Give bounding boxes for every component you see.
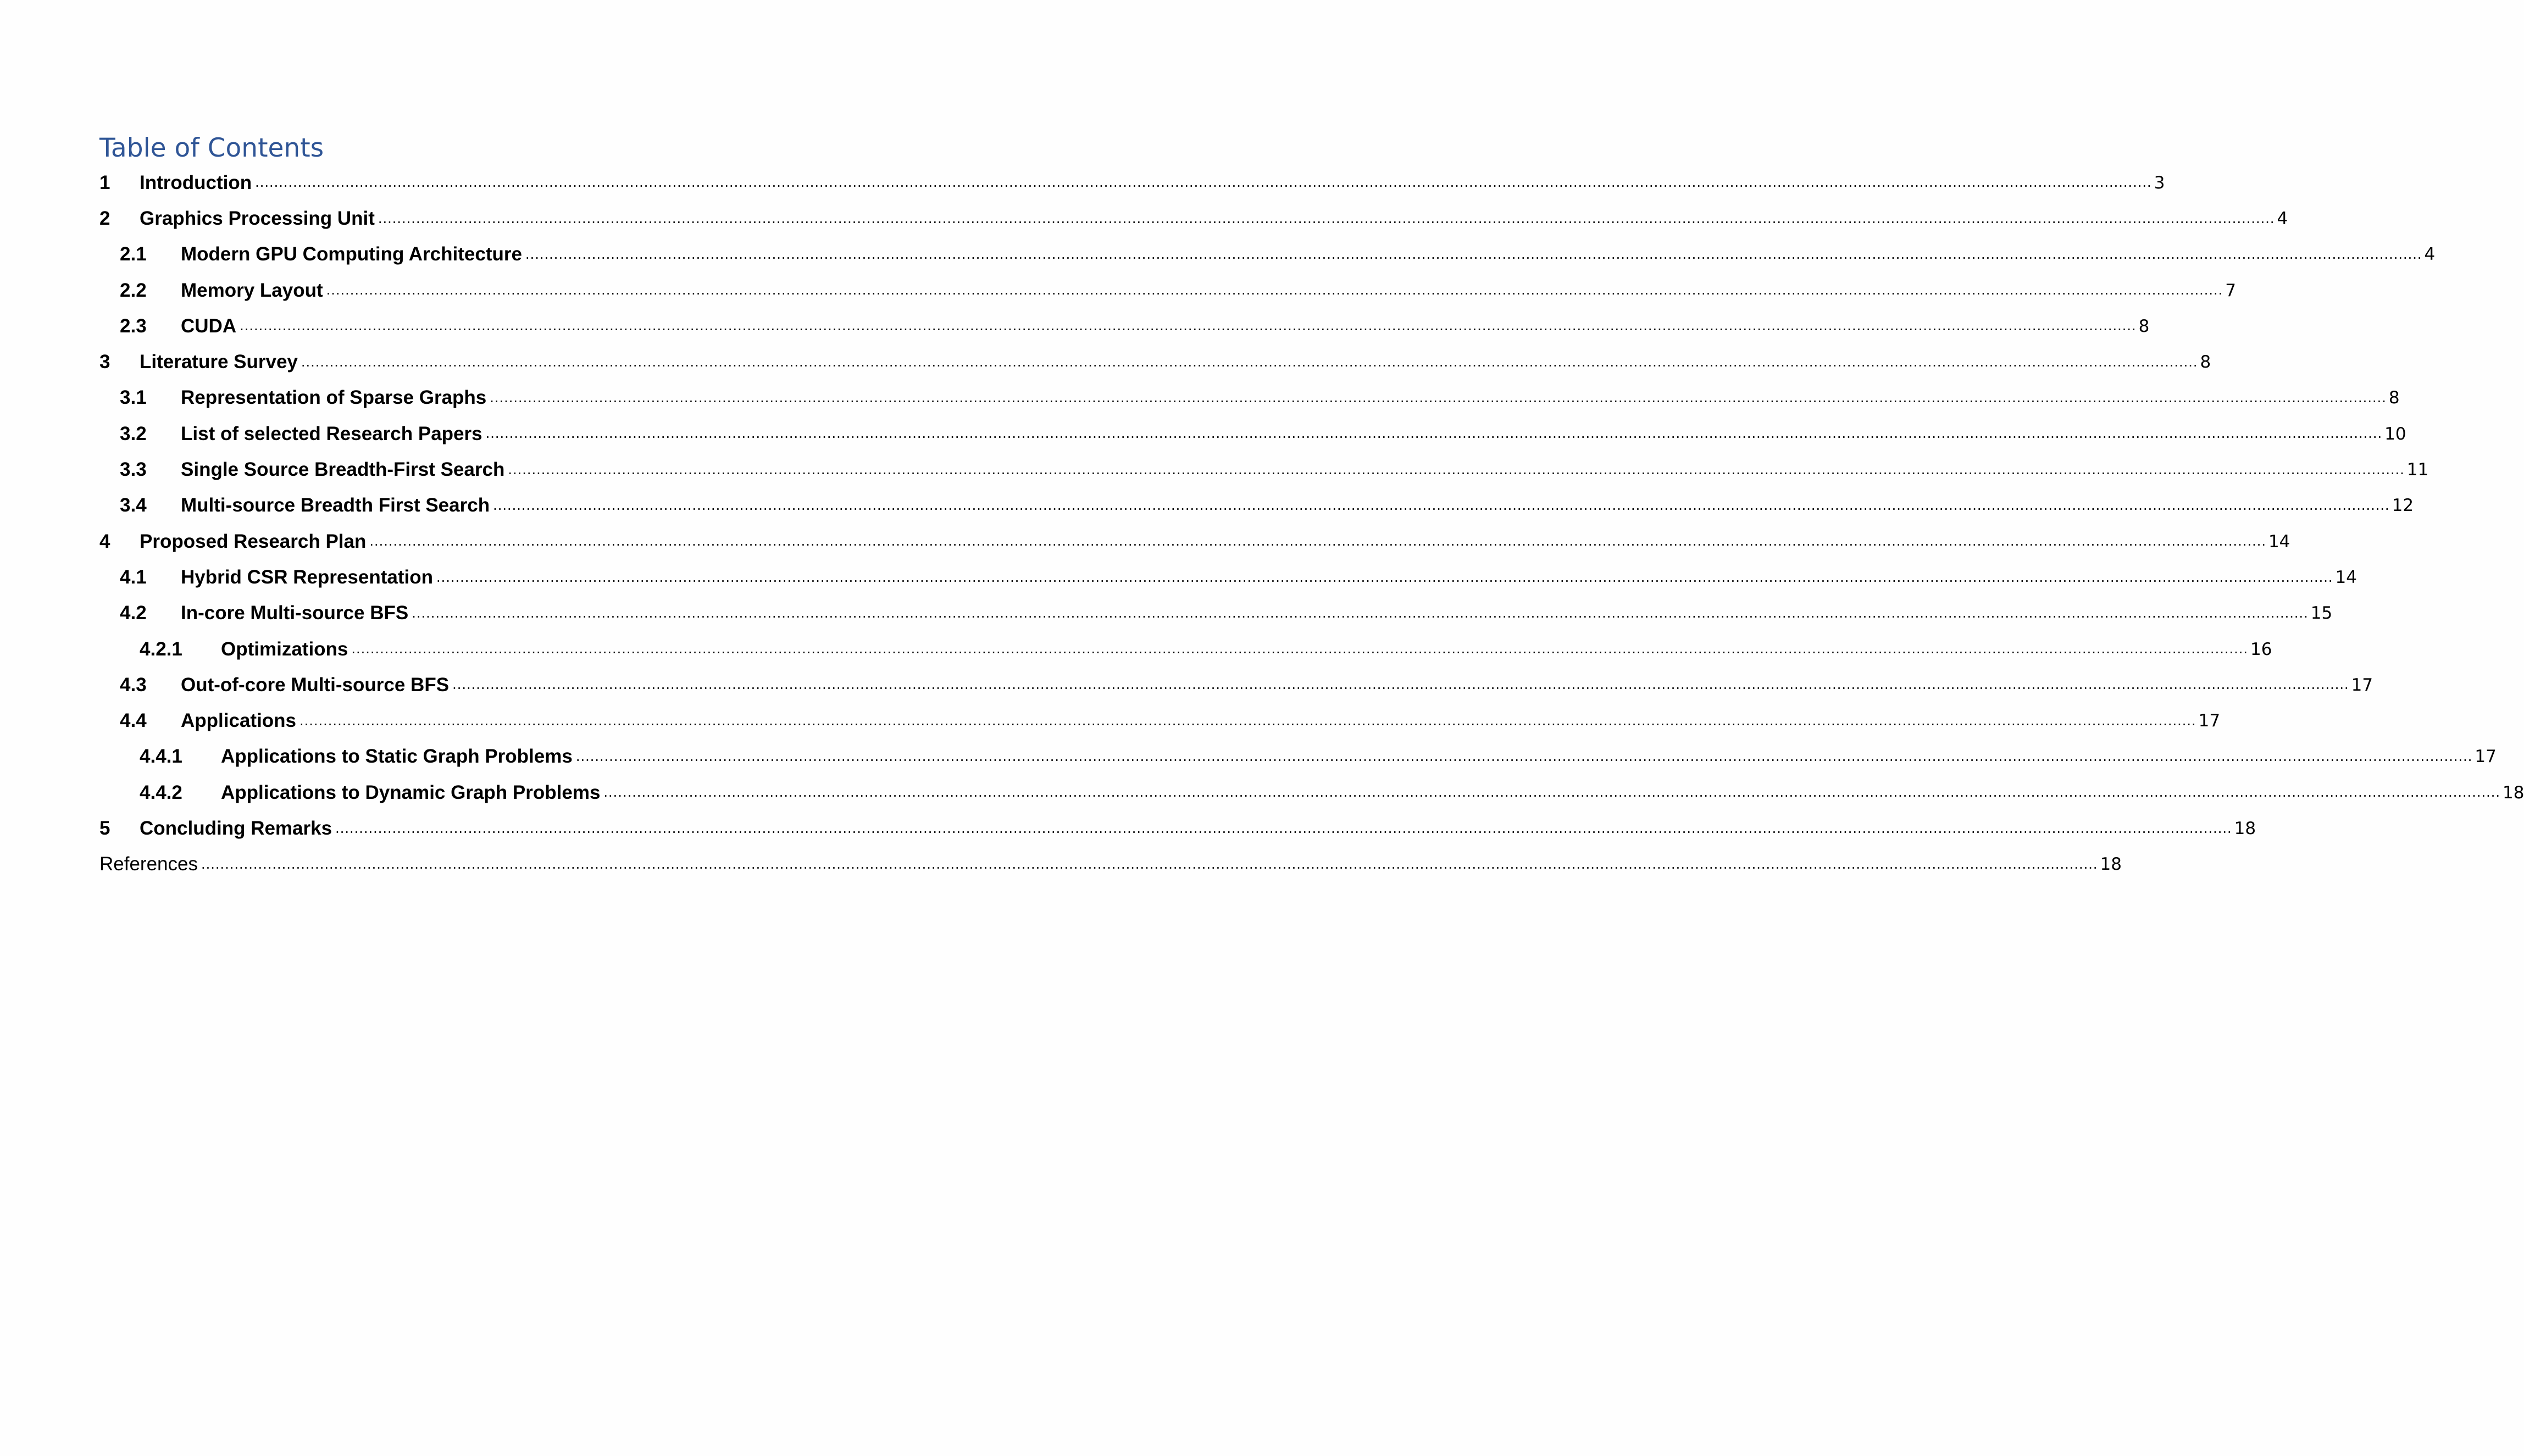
- toc-entry-4-4-1[interactable]: [99, 739, 2497, 775]
- toc-entry-number: 2.1: [120, 243, 147, 265]
- toc-page-number: 17: [2351, 675, 2373, 695]
- toc-entry-number: 4.1: [120, 566, 147, 588]
- toc-page-number: 18: [2502, 782, 2524, 803]
- toc-entry-4-2-1[interactable]: [99, 631, 2272, 667]
- toc-entry-4-1[interactable]: [99, 559, 2357, 595]
- toc-page-number: 16: [2250, 639, 2272, 659]
- toc-dot-leader: ................................................................................................................................................................................................................................................................................................................................................................................................................: [255, 175, 2152, 191]
- toc-entry-number: 4.3: [120, 674, 147, 696]
- toc-entry-title: References: [99, 853, 198, 875]
- toc-entry-number: 3.2: [120, 423, 147, 444]
- toc-entry-number: 4.4.2: [140, 781, 182, 803]
- toc-entry-4-3[interactable]: [99, 667, 2373, 703]
- toc-entry-title: Optimizations: [221, 638, 348, 660]
- toc-entry-title: Introduction: [140, 171, 252, 193]
- toc-entry-2-1[interactable]: [99, 237, 2436, 273]
- toc-dot-leader: ................................................................................................................................................................................................................................................................................................................................................................................................................: [452, 677, 2349, 693]
- toc-page-number: 7: [2225, 280, 2236, 301]
- toc-entry-5[interactable]: [99, 810, 2256, 846]
- toc-entry-3-2[interactable]: [99, 416, 2406, 452]
- toc-entry-number: 1: [99, 171, 110, 193]
- toc-entry-4-4[interactable]: [99, 703, 2221, 738]
- toc-entry-number: 2.2: [120, 279, 147, 301]
- toc-title: Table of Contents: [99, 133, 324, 163]
- toc-dot-leader: ................................................................................................................................................................................................................................................................................................................................................................................................................: [493, 497, 2390, 513]
- toc-entry-number: 2.3: [120, 315, 147, 337]
- toc-page-number: 18: [2100, 854, 2122, 875]
- toc-entry-3-3[interactable]: [99, 452, 2429, 487]
- toc-page-number: 14: [2268, 531, 2290, 552]
- toc-entry-number: 4.4: [120, 710, 147, 732]
- toc-dot-leader: ................................................................................................................................................................................................................................................................................................................................................................................................................: [299, 713, 2196, 729]
- toc-entry-title: In-core Multi-source BFS: [181, 602, 409, 624]
- toc-page-number: 3: [2154, 173, 2165, 193]
- toc-page-number: 10: [2384, 424, 2406, 444]
- toc-dot-leader: ................................................................................................................................................................................................................................................................................................................................................................................................................: [301, 354, 2198, 370]
- toc-entry-number: 3.1: [120, 387, 147, 409]
- toc-list: [99, 165, 2524, 882]
- toc-entry-number: 3: [99, 351, 110, 373]
- toc-dot-leader: ................................................................................................................................................................................................................................................................................................................................................................................................................: [436, 569, 2333, 585]
- toc-page-number: 4: [2424, 244, 2436, 265]
- toc-dot-leader: ................................................................................................................................................................................................................................................................................................................................................................................................................: [335, 820, 2232, 836]
- toc-entry-1[interactable]: [99, 165, 2165, 201]
- toc-entry-title: Out-of-core Multi-source BFS: [181, 674, 450, 696]
- toc-entry-title: Representation of Sparse Graphs: [181, 387, 487, 409]
- toc-entry-title: CUDA: [181, 315, 237, 337]
- toc-entry-title: Applications to Static Graph Problems: [221, 746, 573, 768]
- toc-page-number: 17: [2198, 711, 2221, 731]
- toc-entry-number: 4.4.1: [140, 746, 182, 768]
- toc-dot-leader: ................................................................................................................................................................................................................................................................................................................................................................................................................: [412, 605, 2309, 621]
- toc-entry-number: 3.3: [120, 459, 147, 481]
- toc-entry-3[interactable]: [99, 344, 2211, 380]
- toc-entry-number: 4.2.1: [140, 638, 182, 660]
- toc-dot-leader: ................................................................................................................................................................................................................................................................................................................................................................................................................: [485, 426, 2383, 442]
- toc-entry-number: 5: [99, 817, 110, 839]
- toc-entry-4-2[interactable]: [99, 596, 2333, 631]
- toc-dot-leader: ................................................................................................................................................................................................................................................................................................................................................................................................................: [575, 749, 2473, 765]
- toc-entry-number: 2: [99, 207, 110, 229]
- toc-entry-number: 3.4: [120, 494, 147, 516]
- toc-dot-leader: ................................................................................................................................................................................................................................................................................................................................................................................................................: [201, 856, 2098, 872]
- toc-entry-title: Literature Survey: [140, 351, 298, 373]
- toc-entry-title: Graphics Processing Unit: [140, 207, 375, 229]
- toc-page-number: 8: [2138, 316, 2150, 336]
- toc-page-number: 8: [2200, 352, 2211, 373]
- toc-dot-leader: ................................................................................................................................................................................................................................................................................................................................................................................................................: [351, 641, 2248, 657]
- toc-page-number: 11: [2406, 460, 2429, 480]
- toc-dot-leader: ................................................................................................................................................................................................................................................................................................................................................................................................................: [240, 318, 2137, 334]
- toc-entry-3-1[interactable]: [99, 380, 2400, 416]
- toc-entry-title: Applications: [181, 710, 297, 732]
- toc-dot-leader: ................................................................................................................................................................................................................................................................................................................................................................................................................: [525, 246, 2422, 262]
- toc-entry-title: Proposed Research Plan: [140, 530, 367, 552]
- toc-page-number: 4: [2277, 208, 2288, 229]
- toc-entry-title: Hybrid CSR Representation: [181, 566, 433, 588]
- toc-entry-number: 4.2: [120, 602, 147, 624]
- toc-entry-2-2[interactable]: [99, 273, 2236, 308]
- toc-entry-title: Concluding Remarks: [140, 817, 332, 839]
- toc-dot-leader: ................................................................................................................................................................................................................................................................................................................................................................................................................: [490, 390, 2387, 406]
- toc-page-number: 14: [2335, 567, 2357, 587]
- toc-page-number: 18: [2234, 818, 2256, 838]
- toc-entry-title: Applications to Dynamic Graph Problems: [221, 781, 601, 803]
- toc-entry-number: 4: [99, 530, 110, 552]
- toc-entry-4-4-2[interactable]: [99, 775, 2524, 810]
- toc-entry-title: Multi-source Breadth First Search: [181, 494, 490, 516]
- toc-page-number: 12: [2392, 496, 2414, 516]
- toc-dot-leader: ................................................................................................................................................................................................................................................................................................................................................................................................................: [369, 534, 2266, 549]
- toc-dot-leader: ................................................................................................................................................................................................................................................................................................................................................................................................................: [603, 785, 2500, 801]
- toc-entry-2[interactable]: [99, 201, 2288, 236]
- toc-dot-leader: ................................................................................................................................................................................................................................................................................................................................................................................................................: [326, 282, 2223, 298]
- toc-entry-references[interactable]: [99, 847, 2122, 882]
- toc-entry-title: List of selected Research Papers: [181, 423, 482, 444]
- toc-entry-title: Memory Layout: [181, 279, 323, 301]
- toc-entry-2-3[interactable]: [99, 308, 2150, 344]
- toc-dot-leader: ................................................................................................................................................................................................................................................................................................................................................................................................................: [508, 462, 2405, 477]
- toc-page-number: 8: [2388, 388, 2400, 408]
- toc-page-number: 15: [2310, 603, 2333, 624]
- toc-entry-title: Modern GPU Computing Architecture: [181, 243, 522, 265]
- toc-entry-title: Single Source Breadth-First Search: [181, 459, 505, 481]
- toc-entry-4[interactable]: [99, 524, 2290, 559]
- toc-entry-3-4[interactable]: [99, 488, 2414, 524]
- toc-page-number: 17: [2475, 747, 2497, 767]
- toc-dot-leader: ................................................................................................................................................................................................................................................................................................................................................................................................................: [378, 210, 2275, 226]
